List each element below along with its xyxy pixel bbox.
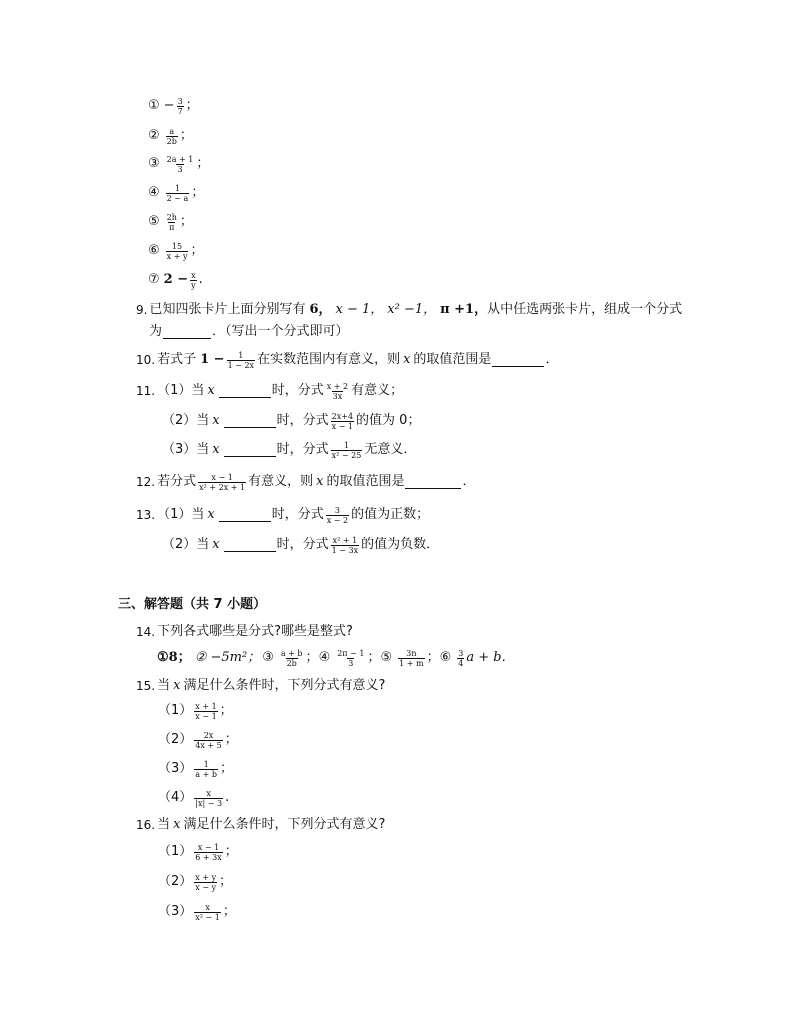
answer-blank[interactable] (405, 475, 461, 489)
fraction (194, 843, 222, 862)
fraction (398, 649, 424, 668)
question-text: 时，分式 (276, 413, 329, 428)
denominator: a + b (195, 769, 217, 779)
row-label: （1） (158, 703, 193, 718)
item-mark: ④ (148, 185, 160, 200)
question-text: 的取值范围是 (326, 474, 405, 489)
denominator: 1 − 2x (227, 360, 255, 370)
numerator: 2x (203, 730, 214, 740)
item-suffix: ； (190, 243, 204, 258)
top-list-item-5 (148, 212, 193, 232)
answer-blank[interactable] (224, 414, 276, 428)
fraction (326, 382, 349, 401)
numerator: 3 (334, 505, 340, 515)
answer-blank[interactable] (224, 538, 276, 552)
numerator: 1 (174, 183, 181, 193)
question-text: 的值为正数； (351, 507, 430, 522)
question-text: ．（写出一个分式即可） (212, 324, 349, 339)
numerator: 3 (458, 648, 464, 658)
variable: x (173, 817, 181, 832)
variable: x (207, 383, 215, 398)
question-text: 下列各式哪些是分式?哪些是整式? (157, 624, 353, 639)
question-text: 已知四张卡片上面分别写有 (149, 302, 306, 317)
numerator: 1 (343, 440, 350, 450)
numerator: 2a + 1 (166, 154, 194, 164)
fraction (331, 412, 354, 431)
row-label: （2）当 (162, 537, 210, 552)
item-suffix: . (198, 272, 203, 287)
item-mark: ① (148, 98, 160, 113)
question-13-row-2 (162, 535, 439, 555)
fraction (194, 903, 221, 922)
numerator: 3n (406, 648, 417, 658)
numerator: x (205, 902, 210, 912)
numerator: x − 1 (211, 472, 233, 482)
question-text: 时，分式 (276, 442, 329, 457)
variable: x (173, 678, 181, 693)
question-text: 无意义． (364, 442, 417, 457)
row-label: （2） (158, 732, 193, 747)
fraction (326, 506, 349, 525)
question-12 (136, 472, 476, 492)
denominator: 2b (286, 658, 297, 668)
denominator: x + y (166, 251, 188, 261)
row-label: （4） (158, 790, 193, 805)
denominator: 3x (332, 391, 343, 401)
denominator: x − 1 (331, 421, 354, 431)
item-mark: ⑤ (380, 650, 393, 665)
top-list-item-4 (148, 183, 204, 203)
denominator: 2b (166, 136, 177, 146)
numerator: x² + 1 (332, 535, 358, 545)
fraction (331, 441, 363, 460)
fraction (194, 702, 217, 721)
question-11-row-1 (136, 381, 403, 401)
numerator: x + 1 (195, 701, 217, 711)
item-suffix: ； (426, 650, 440, 665)
item-mark: ② (148, 128, 160, 143)
fraction (194, 789, 223, 808)
row-label: （1）当 (157, 507, 205, 522)
fraction (166, 184, 190, 203)
item-mark: ④ (318, 650, 331, 665)
question-15-row-1 (158, 701, 233, 721)
fraction (194, 760, 218, 779)
question-number: 15. (136, 679, 156, 693)
denominator: π (169, 222, 175, 232)
question-14-items (157, 648, 506, 668)
row-label: （2）当 (162, 413, 210, 428)
question-9-line-2 (149, 322, 349, 342)
answer-blank[interactable] (163, 325, 211, 339)
fraction (166, 213, 178, 232)
row-label: （3）当 (162, 442, 210, 457)
row-label: （2） (158, 874, 193, 889)
denominator: x² + 2x + 1 (199, 482, 246, 492)
fraction (166, 242, 189, 261)
question-number: 14. (136, 625, 156, 639)
question-10 (136, 350, 558, 370)
question-16-row-1 (158, 842, 238, 862)
card-value: x² −1， (387, 302, 437, 317)
item-suffix: ； (196, 156, 210, 171)
denominator: 1 + m (399, 658, 424, 668)
question-text: 的值为负数． (361, 537, 440, 552)
fraction (280, 649, 304, 668)
variable: x (212, 442, 220, 457)
question-15-row-4 (158, 788, 229, 808)
item: ①8； (157, 650, 191, 665)
answer-blank[interactable] (492, 353, 544, 367)
question-text: 有意义； (351, 383, 404, 398)
denominator: 3 (348, 658, 354, 668)
denominator: 3 (177, 164, 183, 174)
question-text: 从中任选两张卡片，组成一个分式 (487, 302, 683, 317)
question-text: 时，分式 (271, 507, 324, 522)
question-11-row-3 (162, 440, 416, 460)
card-value: 6， (309, 302, 332, 317)
item-suffix: ； (305, 650, 319, 665)
question-text: 有意义，则 (248, 474, 314, 489)
denominator: 6 + 3x (195, 852, 222, 862)
denominator: 1 − 3x (331, 545, 359, 555)
question-text: 时，分式 (276, 537, 329, 552)
question-text: ． (462, 474, 476, 489)
section-title: 三、解答题（共 7 小题） (118, 597, 267, 612)
question-16-row-3 (158, 902, 236, 922)
item-suffix: ； (191, 185, 205, 200)
question-text: 时，分式 (271, 383, 324, 398)
question-15-row-2 (158, 730, 238, 750)
question-number: 11. (136, 384, 156, 398)
denominator: x² − 25 (331, 450, 362, 460)
row-tail: ； (219, 874, 233, 889)
fraction (331, 536, 359, 555)
question-16 (136, 815, 385, 835)
variable: x (212, 413, 220, 428)
question-text: 若式子 (157, 352, 197, 367)
row-label: （1） (158, 844, 193, 859)
answer-blank[interactable] (224, 443, 276, 457)
question-16-row-2 (158, 872, 232, 892)
fraction (227, 351, 255, 370)
question-text: 的取值范围是 (413, 352, 492, 367)
row-tail: ； (224, 732, 238, 747)
numerator: x − 1 (197, 842, 220, 852)
top-list-item-3 (148, 154, 209, 174)
item-mark: ⑥ (439, 650, 452, 665)
numerator: x + 2 (326, 381, 349, 391)
row-tail: ； (219, 703, 233, 718)
fraction (166, 155, 195, 174)
fraction (336, 649, 365, 668)
item-mark: ⑥ (148, 243, 160, 258)
fraction (190, 271, 197, 290)
denominator: x − y (195, 882, 217, 892)
question-text: 满足什么条件时，下列分式有意义? (183, 817, 386, 832)
fraction (198, 473, 246, 492)
question-14 (136, 622, 353, 642)
item-suffix: ； (179, 214, 193, 229)
item-mark: ⑦ (148, 272, 160, 287)
numerator: 3 (177, 96, 183, 106)
variable: x (316, 474, 324, 489)
item-prefix: − (163, 98, 175, 113)
denominator: x − 1 (195, 711, 217, 721)
variable: x (207, 507, 215, 522)
question-9 (136, 300, 682, 320)
row-tail: ； (219, 761, 233, 776)
denominator: 4x + 5 (195, 740, 222, 750)
top-list-item-7 (148, 270, 203, 290)
item-mark: ③ (262, 650, 274, 665)
question-number: 12. (136, 475, 156, 489)
numerator: x (206, 788, 211, 798)
fraction (194, 873, 217, 892)
item-suffix: ； (179, 128, 193, 143)
answer-blank[interactable] (219, 508, 271, 522)
question-text: 当 (157, 817, 171, 832)
item-mark: ⑤ (148, 214, 160, 229)
denominator: y (191, 280, 196, 290)
numerator: a (169, 126, 175, 136)
expression: 1 − (200, 352, 225, 367)
numerator: a + b (280, 648, 303, 658)
numerator: x + y (195, 872, 217, 882)
denominator: 2 − a (166, 193, 189, 203)
item-prefix: 2 − (163, 272, 189, 287)
item-suffix: a + b. (466, 650, 506, 665)
question-text: 的值为 0； (356, 413, 421, 428)
question-13-row-1 (136, 505, 429, 525)
variable: x (212, 537, 220, 552)
question-text: 若分式 (157, 474, 197, 489)
question-text: ． (545, 352, 559, 367)
top-list-item-1 (148, 96, 199, 116)
question-number: 10. (136, 353, 156, 367)
question-11-row-2 (162, 411, 420, 431)
denominator: 7 (177, 106, 183, 116)
question-number: 9. (136, 303, 148, 317)
numerator: 2π − 1 (337, 648, 365, 658)
numerator: 15 (171, 241, 183, 251)
denominator: x² − 1 (195, 912, 220, 922)
question-text: 为 (149, 324, 163, 339)
fraction (457, 649, 464, 668)
denominator: 4 (458, 658, 464, 668)
question-number: 16. (136, 818, 156, 832)
row-label: （3） (158, 761, 193, 776)
answer-blank[interactable] (219, 384, 271, 398)
fraction (194, 731, 222, 750)
question-15-row-3 (158, 759, 233, 779)
question-text: 当 (157, 678, 171, 693)
variable: x (403, 352, 411, 367)
fraction (177, 97, 184, 116)
question-15 (136, 676, 385, 696)
row-tail: ； (224, 844, 238, 859)
question-text: 在实数范围内有意义，则 (257, 352, 401, 367)
row-tail: . (225, 790, 230, 805)
row-label: （1）当 (157, 383, 205, 398)
card-value: π +1， (440, 302, 488, 317)
numerator: 2h (166, 212, 177, 222)
question-text: 满足什么条件时，下列分式有意义? (183, 678, 386, 693)
item-mark: ③ (148, 156, 160, 171)
numerator: 1 (203, 759, 209, 769)
numerator: 1 (238, 350, 244, 360)
denominator: |x| − 3 (195, 798, 223, 808)
question-number: 13. (136, 508, 156, 522)
numerator: x (191, 270, 196, 280)
top-list-item-6 (148, 241, 204, 261)
row-label: （3） (158, 904, 193, 919)
item: ② −5m²； (194, 650, 261, 665)
item-suffix: ； (185, 98, 199, 113)
top-list-item-2 (148, 126, 193, 146)
card-value: x − 1， (335, 302, 384, 317)
fraction (166, 127, 178, 146)
section-heading (118, 595, 266, 615)
row-tail: ； (222, 904, 236, 919)
numerator: 2x+4 (331, 411, 354, 421)
item-suffix: ； (367, 650, 381, 665)
denominator: x − 2 (326, 515, 349, 525)
